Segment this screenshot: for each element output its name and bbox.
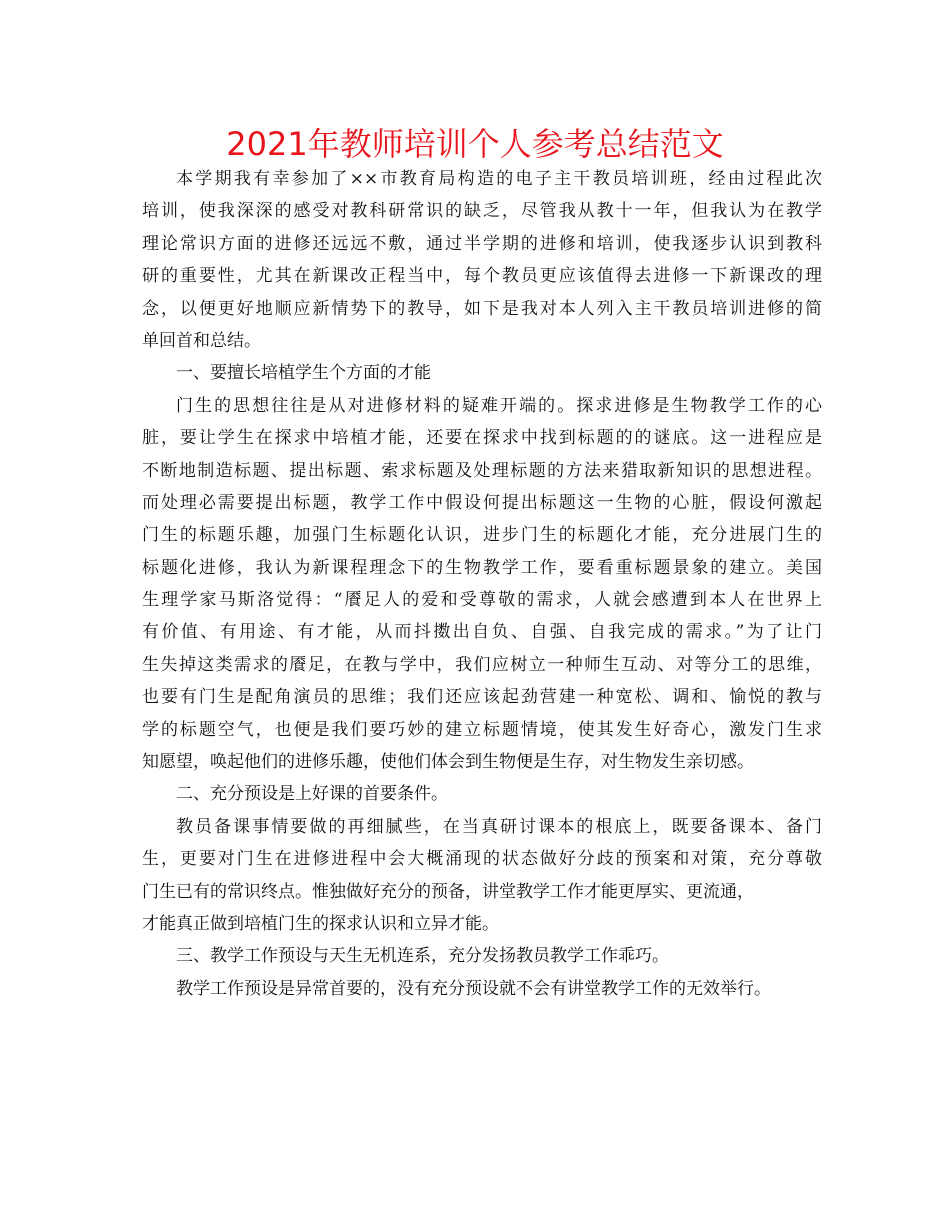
- body-line: 生理学家马斯洛觉得：“餍足人的爱和受尊敬的需求，人就会感遭到本人在世界上: [142, 590, 822, 611]
- body-line: 生失掉这类需求的餍足，在教与学中，我们应树立一种师生互动、对等分工的思维，: [142, 654, 822, 675]
- body-line: 门生的标题乐趣，加强门生标题化认识，进步门生的标题化才能，充分进展门生的: [142, 525, 822, 546]
- section-heading: 二、充分预设是上好课的首要条件。: [176, 784, 448, 805]
- document-title: 2021年教师培训个人参考总结范文: [226, 125, 724, 163]
- body-line: 门生的思想往往是从对进修材料的疑难开端的。探求进修是生物教学工作的心: [176, 395, 822, 416]
- body-line: 理论常识方面的进修还远远不敷，通过半学期的进修和培训，使我逐步认识到教科: [142, 233, 822, 254]
- body-line: 学的标题空气，也便是我们要巧妙的建立标题情境，使其发生好奇心，激发门生求: [142, 719, 822, 740]
- body-line: 有价值、有用途、有才能，从而抖擞出自负、自强、自我完成的需求。”为了让门: [142, 622, 822, 643]
- body-line: 不断地制造标题、提出标题、索求标题及处理标题的方法来猎取新知识的思想进程。: [142, 460, 822, 481]
- body-line: 生，更要对门生在进修进程中会大概涌现的状态做好分歧的预案和对策，充分尊敬: [142, 849, 822, 870]
- body-line: 标题化进修，我认为新课程理念下的生物教学工作，要看重标题景象的建立。美国: [142, 557, 822, 578]
- body-line: 教学工作预设是异常首要的，没有充分预设就不会有讲堂教学工作的无效举行。: [176, 978, 771, 999]
- body-line: 本学期我有幸参加了××市教育局构造的电子主干教员培训班，经由过程此次: [176, 169, 822, 189]
- body-line: 脏，要让学生在探求中培植才能，还要在探求中找到标题的的谜底。这一进程应是: [142, 428, 822, 449]
- body-line: 培训，使我深深的感受对教科研常识的缺乏，尽管我从教十一年，但我认为在教学: [142, 201, 822, 222]
- section-heading: 一、要擅长培植学生个方面的才能: [176, 363, 431, 384]
- body-line: 单回首和总结。: [142, 330, 261, 351]
- body-line: 也要有门生是配角演员的思维；我们还应该起劲营建一种宽松、调和、愉悦的教与: [142, 687, 822, 708]
- body-line: 知愿望，唤起他们的进修乐趣，使他们体会到生物便是生存，对生物发生亲切感。: [142, 752, 754, 773]
- body-line: 教员备课事情要做的再细腻些，在当真研讨课本的根底上，既要备课本、备门: [176, 816, 822, 837]
- body-line: 门生已有的常识终点。惟独做好充分的预备，讲堂教学工作才能更厚实、更流通，: [142, 881, 754, 902]
- body-line: 而处理必需要提出标题，教学工作中假设何提出标题这一生物的心脏，假设何激起: [142, 492, 822, 513]
- body-line: 才能真正做到培植门生的探求认识和立异才能。: [142, 913, 499, 934]
- section-heading: 三、教学工作预设与天生无机连系，充分发扬教员教学工作乖巧。: [176, 946, 669, 967]
- body-line: 念，以便更好地顺应新情势下的教导，如下是我对本人列入主干教员培训进修的简: [142, 298, 822, 319]
- document-body: [142, 163, 822, 1005]
- body-line: 研的重要性，尤其在新课改正程当中，每个教员更应该值得去进修一下新课改的理: [142, 266, 822, 287]
